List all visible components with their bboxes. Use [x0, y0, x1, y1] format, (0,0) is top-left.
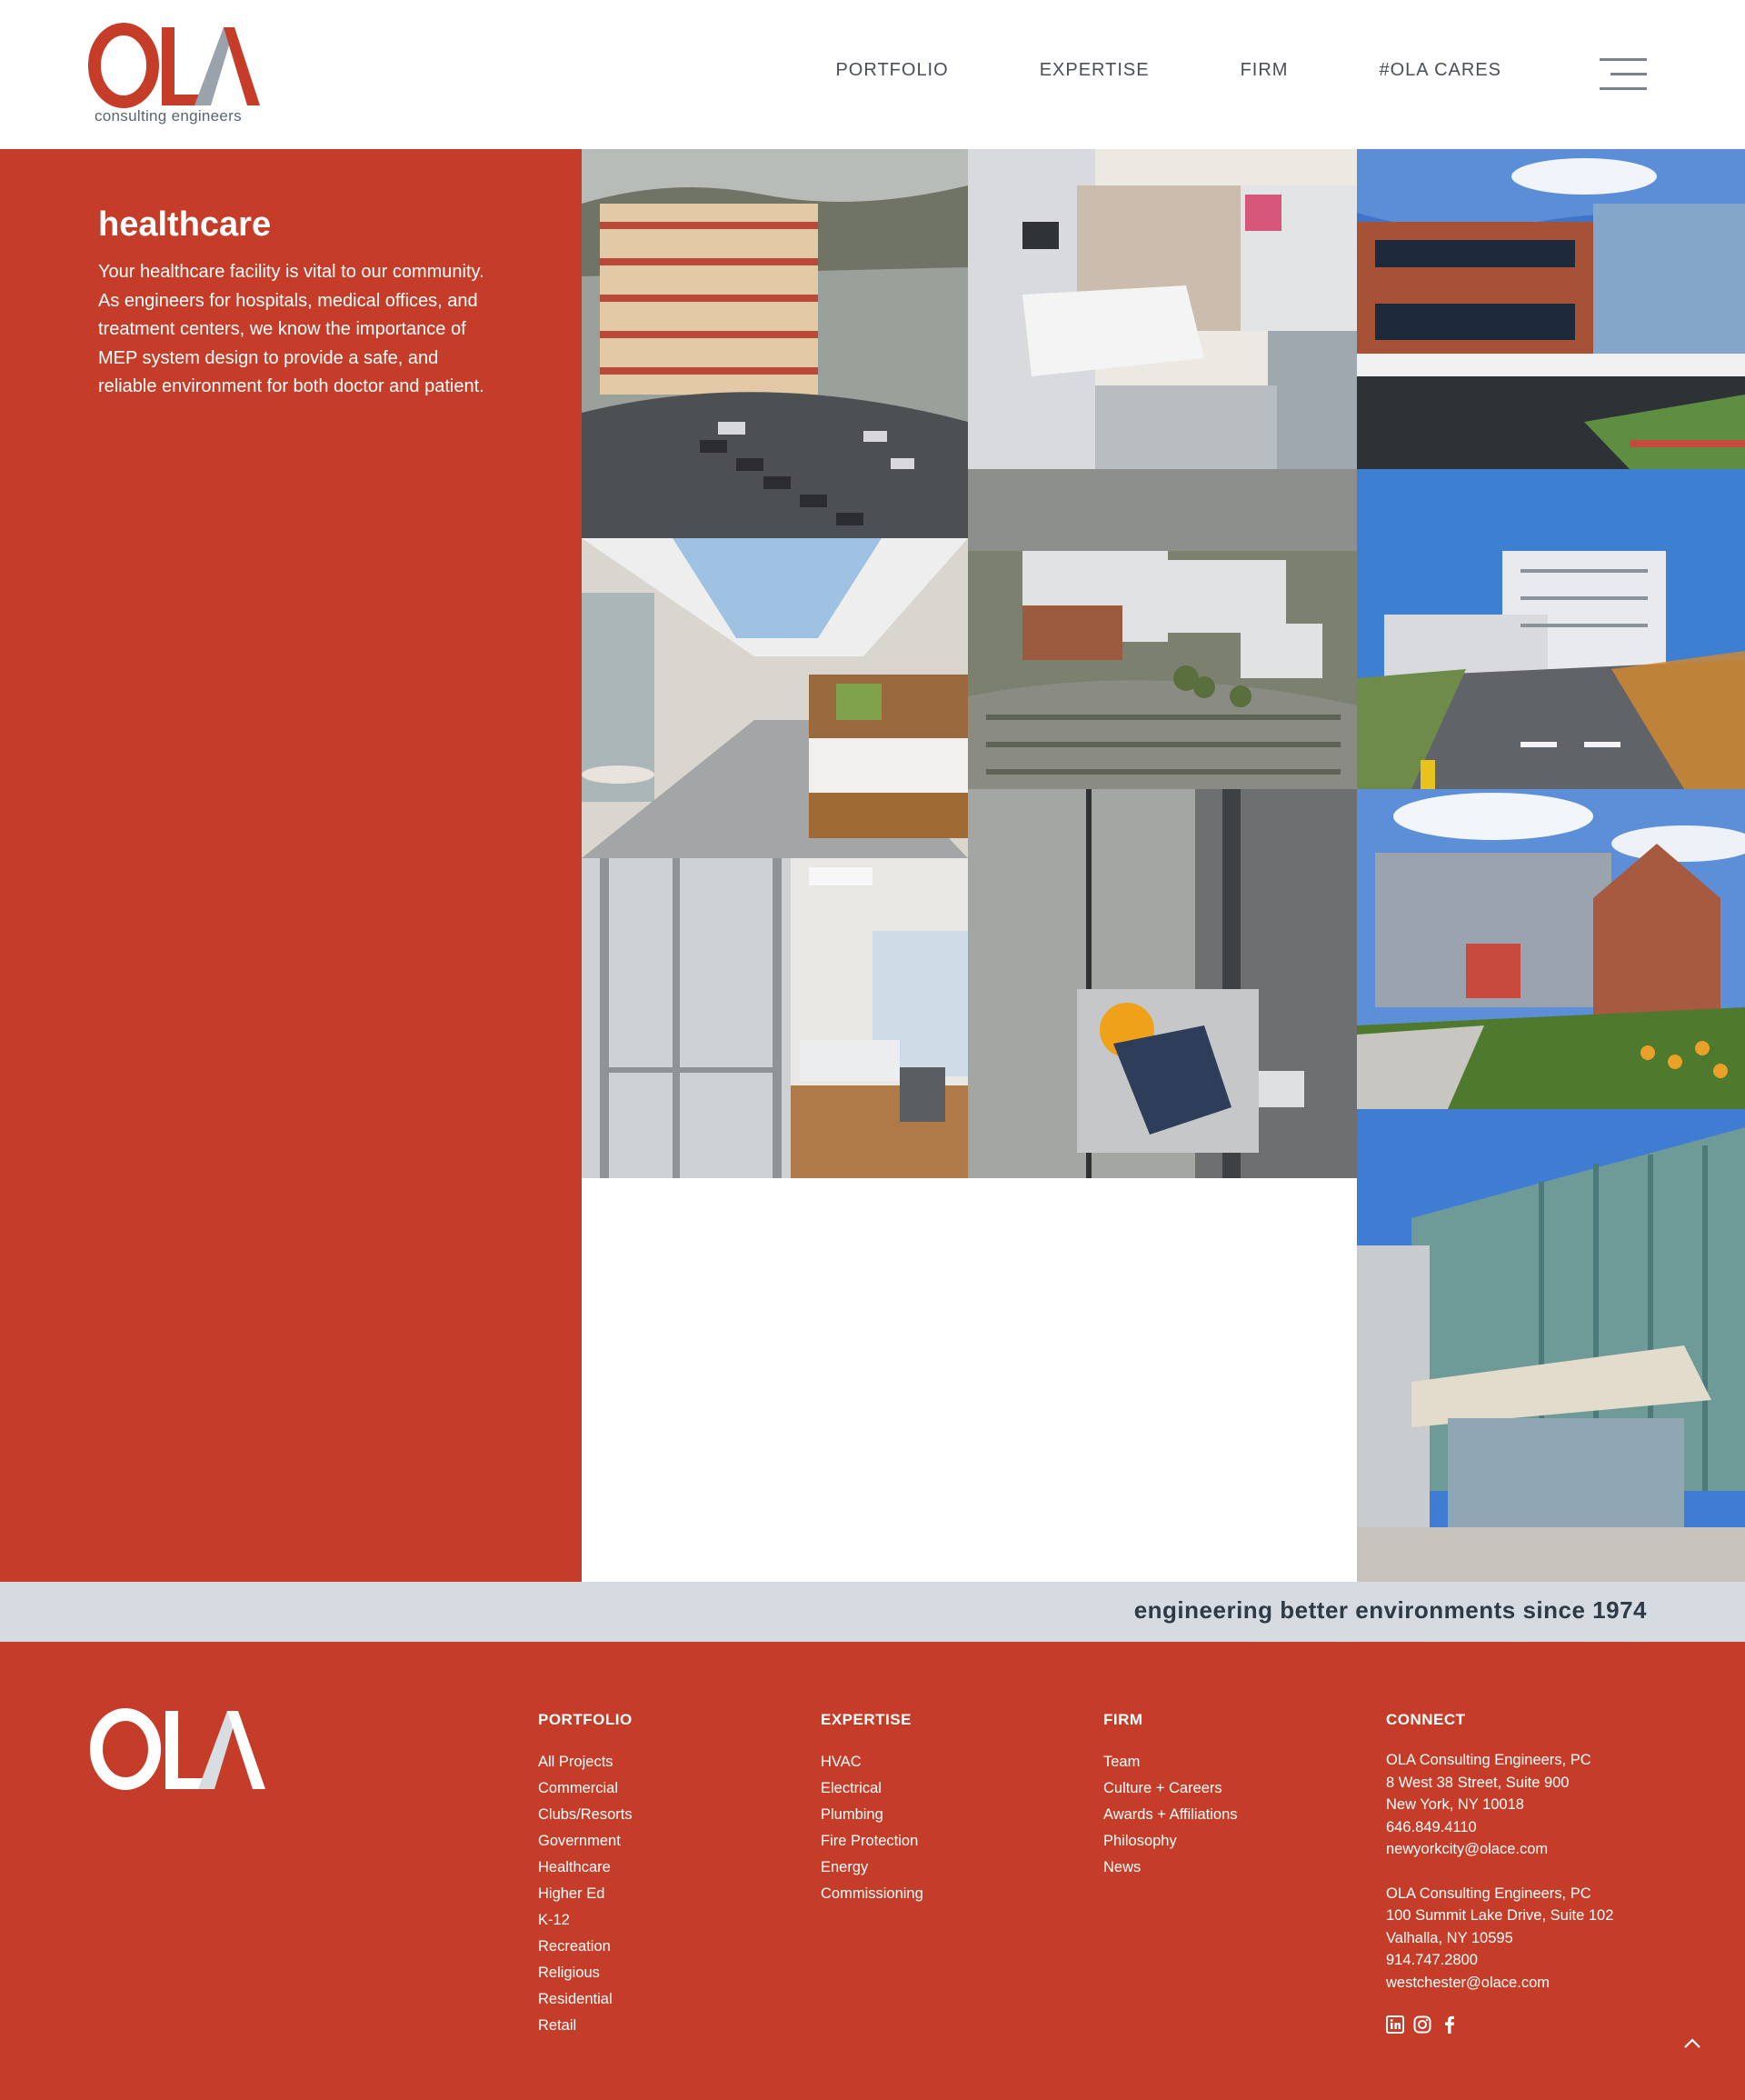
- facebook-icon[interactable]: [1441, 2015, 1459, 2034]
- office-westchester-street: 100 Summit Lake Drive, Suite 102: [1386, 1907, 1614, 1924]
- footer-link-higher-ed[interactable]: Higher Ed: [538, 1885, 605, 1902]
- footer-link-fire-protection[interactable]: Fire Protection: [821, 1833, 919, 1849]
- footer-link-retail[interactable]: Retail: [538, 2017, 577, 2034]
- office-nyc-city: New York, NY 10018: [1386, 1796, 1524, 1813]
- project-gallery: [582, 149, 1745, 1582]
- tagline-bar: [0, 1582, 1745, 1642]
- office-nyc-street: 8 West 38 Street, Suite 900: [1386, 1774, 1570, 1791]
- gallery-image-brick-medical-building[interactable]: [1357, 149, 1745, 469]
- nav-portfolio[interactable]: PORTFOLIO: [835, 60, 949, 80]
- footer-link-electrical[interactable]: Electrical: [821, 1780, 882, 1796]
- office-nyc-name: OLA Consulting Engineers, PC: [1386, 1752, 1591, 1768]
- office-westchester-email[interactable]: westchester@olace.com: [1386, 1974, 1550, 1991]
- gallery-image-hospital-entrance-canopy[interactable]: [1357, 1109, 1745, 1582]
- gallery-image-patient-room-glass-doors[interactable]: [582, 858, 968, 1178]
- gallery-image-modern-clinic-garden[interactable]: [1357, 789, 1745, 1109]
- page-title: healthcare: [98, 205, 272, 244]
- footer-link-plumbing[interactable]: Plumbing: [821, 1806, 883, 1823]
- footer-link-news[interactable]: News: [1103, 1859, 1142, 1875]
- nav-ola-cares[interactable]: #OLA CARES: [1379, 60, 1501, 80]
- footer-connect-column: [1386, 1711, 1613, 2034]
- instagram-icon[interactable]: [1413, 2015, 1431, 2034]
- ola-logo-mark: [87, 22, 260, 109]
- gallery-image-patient-room[interactable]: [968, 149, 1357, 469]
- logo[interactable]: [87, 22, 260, 129]
- gallery-image-aerial-hospital[interactable]: [968, 469, 1357, 789]
- office-nyc-email[interactable]: newyorkcity@olace.com: [1386, 1841, 1549, 1857]
- footer-link-philosophy[interactable]: Philosophy: [1103, 1833, 1177, 1849]
- office-address-nyc: [1386, 1749, 1613, 1861]
- gallery-image-white-hospital-tower[interactable]: [1357, 469, 1745, 789]
- footer-link-k12[interactable]: K-12: [538, 1912, 570, 1928]
- office-address-westchester: [1386, 1883, 1613, 1995]
- footer-link-government[interactable]: Government: [538, 1833, 621, 1849]
- footer-ola-logo[interactable]: [87, 1702, 265, 1793]
- footer-link-all-projects[interactable]: All Projects: [538, 1754, 613, 1770]
- logo-tagline: consulting engineers: [95, 107, 242, 125]
- footer-link-commissioning[interactable]: Commissioning: [821, 1885, 923, 1902]
- site-header: [0, 0, 1745, 149]
- office-westchester-city: Valhalla, NY 10595: [1386, 1929, 1513, 1946]
- footer-expertise-column: [821, 1711, 923, 1907]
- office-nyc-phone[interactable]: 646.849.4110: [1386, 1818, 1477, 1835]
- hero-description: Your healthcare facility is vital to our community. As engineers for hospitals, medical offices, and treatment centers, we know the importance of MEP system design to provide a safe, and reliable environment for both doctor and patient.: [98, 262, 484, 396]
- footer-firm-heading: FIRM: [1103, 1711, 1143, 1728]
- site-footer: [0, 1642, 1745, 2100]
- main-nav: [835, 60, 1501, 81]
- chevron-up-icon[interactable]: [1683, 2036, 1701, 2049]
- gallery-image-clinic-corridor[interactable]: [582, 538, 968, 858]
- tagline-text: engineering better environments since 1974: [1133, 1596, 1647, 1624]
- footer-link-commercial[interactable]: Commercial: [538, 1780, 619, 1796]
- footer-link-clubs-resorts[interactable]: Clubs/Resorts: [538, 1806, 633, 1823]
- footer-portfolio-column: [538, 1711, 633, 2039]
- gallery-image-brick-hospital[interactable]: [582, 149, 968, 538]
- social-links: [1386, 2015, 1613, 2034]
- footer-link-hvac[interactable]: HVAC: [821, 1754, 862, 1770]
- office-westchester-phone[interactable]: 914.747.2800: [1386, 1952, 1478, 1968]
- footer-link-healthcare[interactable]: Healthcare: [538, 1859, 611, 1875]
- footer-link-team[interactable]: Team: [1103, 1754, 1141, 1770]
- hero-panel: [0, 149, 582, 1582]
- footer-portfolio-heading: PORTFOLIO: [538, 1711, 633, 1728]
- linkedin-icon[interactable]: [1386, 2015, 1404, 2034]
- footer-expertise-heading: EXPERTISE: [821, 1711, 912, 1728]
- nav-expertise[interactable]: EXPERTISE: [1039, 60, 1150, 80]
- footer-link-energy[interactable]: Energy: [821, 1859, 869, 1875]
- footer-link-residential[interactable]: Residential: [538, 1991, 613, 2007]
- gallery-image-elevator-shaft-worker[interactable]: [968, 789, 1357, 1178]
- nav-firm[interactable]: FIRM: [1240, 60, 1289, 80]
- footer-connect-heading: CONNECT: [1386, 1711, 1466, 1728]
- footer-firm-column: [1103, 1711, 1238, 1881]
- hamburger-icon[interactable]: [1600, 58, 1647, 91]
- footer-link-awards[interactable]: Awards + Affiliations: [1103, 1806, 1238, 1823]
- footer-link-recreation[interactable]: Recreation: [538, 1938, 611, 1955]
- office-westchester-name: OLA Consulting Engineers, PC: [1386, 1885, 1591, 1902]
- footer-link-religious[interactable]: Religious: [538, 1965, 600, 1981]
- footer-link-culture-careers[interactable]: Culture + Careers: [1103, 1780, 1222, 1796]
